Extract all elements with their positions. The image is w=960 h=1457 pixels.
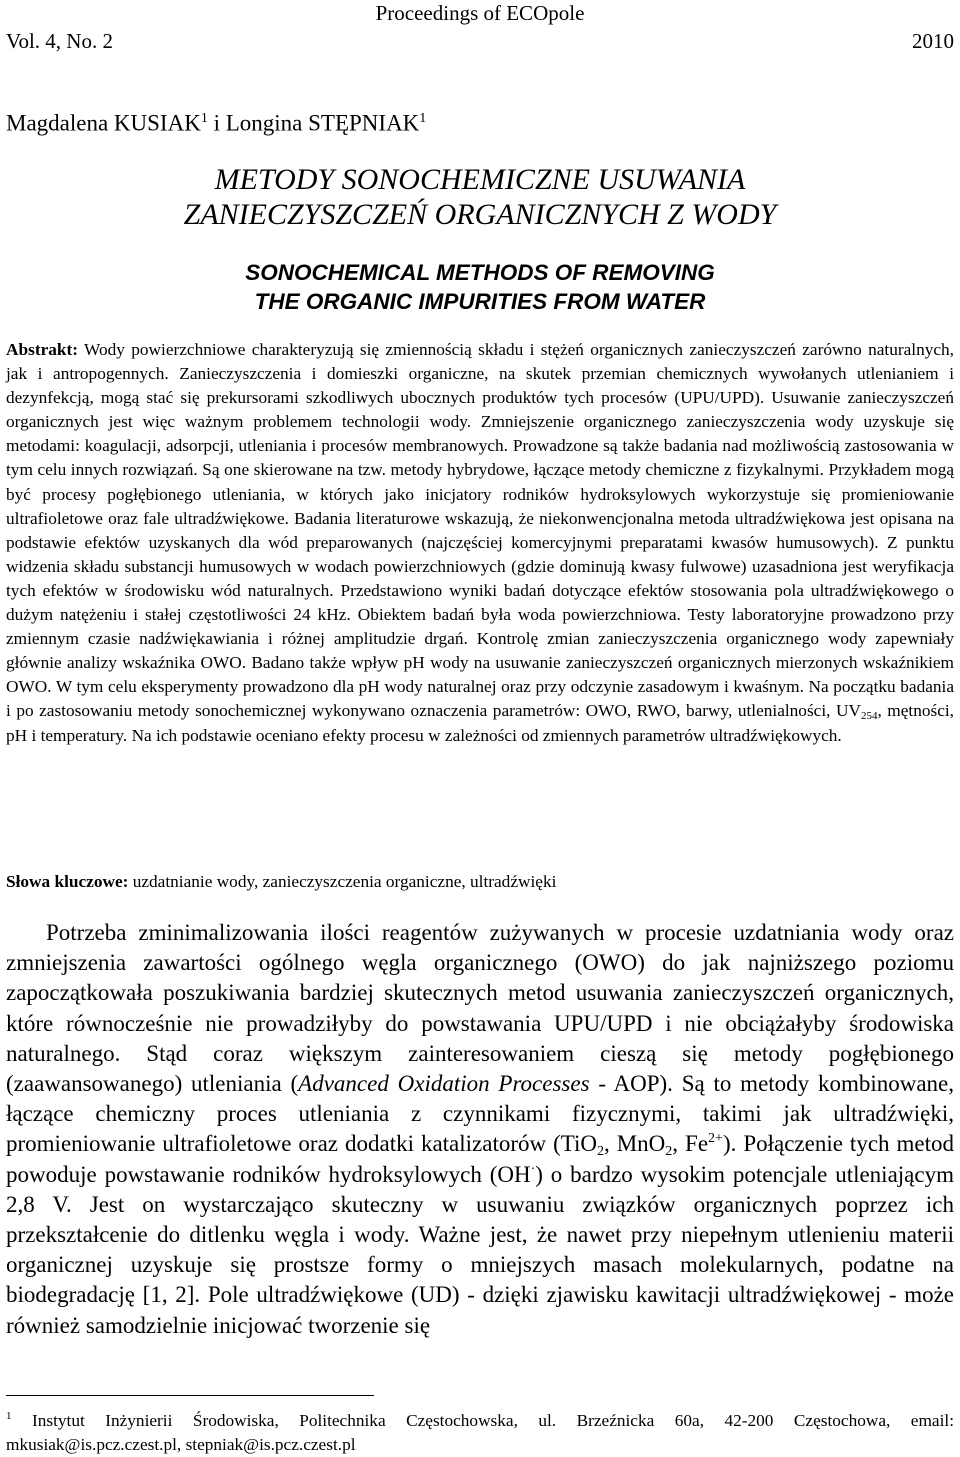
abstract-paragraph	[6, 338, 954, 748]
body-italic-term: Advanced Oxidation Processes	[298, 1071, 590, 1097]
title-english	[0, 258, 960, 316]
body-text: Potrzeba zminimalizowania ilości reagentów zużywanych w procesie uzdatniania wody oraz zmniejszenia zawartości ogólnego węgla organicznego (OWO) do jak najniższego poziomu zapoczątkowała poszukiwania bardziej skutecznych metod usuwania zanieczyszczeń organicznych, które równocześnie nie prowadziłyby do powstawania UPU/UPD i nie obciążałyby środowiska naturalnego. Stąd coraz większym zainteresowaniem cieszą się metody pogłębionego (zaawansowanego) utleniania (	[6, 920, 954, 1097]
author-line	[6, 104, 426, 139]
body-text: , MnO	[604, 1131, 666, 1157]
affiliation-marker: 1	[419, 111, 427, 126]
body-text: ) o bardzo wysokim potencjale utleniającym 2,8 V. Jest on wystarczająco skuteczny w usuwaniu związków organicznych poprzez ich przekształcenie do ditlenku węgla i wody. Ważne jest, że nawet przy niepełnym utlenieniu materii organicznej uzyskuje się prostsze formy o mniejszych masach molekularnych, podatne na biodegradację [1, 2]. Pole ultradźwiękowe (UD) - dzięki zjawisku kawitacji ultradźwiękowej - może również samodzielnie inicjować tworzenie się	[6, 1161, 954, 1338]
author-name: Longina STĘPNIAK	[225, 110, 420, 136]
abstract-label: Abstrakt:	[6, 340, 79, 359]
abstract-text: , mętności, pH i temperatury. Na ich podstawie oceniano efekty procesu w zależności od zmiennych parametrów ultradźwiękowych.	[6, 701, 954, 745]
publication-year: 2010	[912, 29, 954, 53]
body-text: ). Połączenie tych metod powoduje powstawanie rodników hydroksylowych (OH	[6, 1131, 954, 1187]
chem-subscript: 2	[665, 1144, 673, 1160]
footnote	[6, 1404, 954, 1457]
title-english-line: THE ORGANIC IMPURITIES FROM WATER	[254, 289, 706, 314]
author-name: Magdalena KUSIAK	[6, 110, 201, 136]
title-polish	[0, 162, 960, 232]
title-english-line: SONOCHEMICAL METHODS OF REMOVING	[245, 260, 715, 285]
radical-superscript: ·	[530, 1161, 536, 1177]
body-text: , Fe	[672, 1131, 709, 1157]
author-connector: i	[207, 110, 226, 136]
body-paragraph	[6, 918, 954, 1341]
footnote-rule	[6, 1395, 374, 1396]
footnote-marker: 1	[6, 1410, 12, 1422]
body-text: - AOP). Są to metody kombinowane, łączące chemiczny proces utleniania z czynnikami fizycznymi, takimi jak ultradźwięki, promieniowanie ultrafioletowe oraz dodatki katalizatorów (TiO	[6, 1071, 955, 1157]
title-polish-line: METODY SONOCHEMICZNE USUWANIA	[214, 163, 746, 196]
title-polish-line: ZANIECZYSZCZEŃ ORGANICZNYCH Z WODY	[183, 198, 777, 231]
journal-name: Proceedings of ECOpole	[375, 1, 585, 25]
affiliation-marker: 1	[200, 111, 208, 126]
keywords-text: uzdatnianie wody, zanieczyszczenia organiczne, ultradźwięki	[128, 872, 557, 891]
footnote-text: Instytut Inżynierii Środowiska, Politechnika Częstochowska, ul. Brzeźnicka 60a, 42-200 Częstochowa, email: mkusiak@is.pcz.czest.pl, stepniak@is.pcz.czest.pl	[6, 1410, 954, 1454]
uv-subscript: 254	[860, 710, 878, 723]
keywords-line	[6, 870, 954, 894]
keywords-label: Słowa kluczowe:	[6, 872, 129, 891]
chem-superscript: 2+	[708, 1131, 723, 1147]
volume-number: Vol. 4, No. 2	[6, 29, 113, 53]
chem-subscript: 2	[597, 1144, 604, 1160]
abstract-text: Wody powierzchniowe charakteryzują się zmiennością składu i stężeń organicznych zanieczyszczeń zarówno naturalnych, jak i antropogennych. Zanieczyszczenia i domieszki organiczne, na skutek przemian chemicznych wywołanych utlenianiem i dezynfekcją, mogą stać się prekursorami szkodliwych ubocznych produktów tych procesów (UPU/UPD). Usuwanie zanieczyszczeń organicznych jest więc ważnym problemem technologii wody. Zmniejszenie organicznego zanieczyszczenia wody uzyskuje się metodami: koagulacji, adsorpcji, utleniania i procesów membranowych. Prowadzone są także badania nad możliwością zastosowania w tym celu innych rozwiązań. Są one skierowane na tzw. metody hybrydowe, łączące metody chemiczne z fizykalnymi. Przykładem mogą być procesy pogłębionego utleniania, w których jako inicjatory rodników hydroksylowych wykorzystuje się promieniowanie ultrafioletowe oraz fale ultradźwiękowe. Badania literaturowe wskazują, że niekonwencjonalna metoda ultradźwiękowa jest opisana na podstawie efektów uzyskanych dla wód preparowanych (najczęściej komercyjnymi preparatami kwasów humusowych). Z punktu widzenia składu substancji humusowych w wodach powierzchniowych (gdzie dominują kwasy fulwowe) uzasadniona jest weryfikacja tych efektów w środowisku wód naturalnych. Przedstawiono wyniki badań dotyczące efektów stosowania pola ultradźwiękowego o dużym natężeniu i stałej częstotliwości 24 kHz. Obiektem badań była woda powierzchniowa. Testy laboratoryjne prowadzono przy zmiennym czasie nadźwiękawiania i różnej amplitudzie drgań. Kontrolę zmian zanieczyszczenia organicznego wody zapewniały głównie analizy wskaźnika OWO. Badano także wpływ pH wody na usuwanie zanieczyszczeń organicznych mierzonych wskaźnikiem OWO. W tym celu eksperymenty prowadzono dla pH wody naturalnej oraz przy odczynie zasadowym i kwaśnym. Na początku badania i po zastosowaniu metody sonochemicznej wykonywano oznaczenia parametrów: OWO, RWO, barwy, utlenialności, UV	[6, 340, 954, 721]
